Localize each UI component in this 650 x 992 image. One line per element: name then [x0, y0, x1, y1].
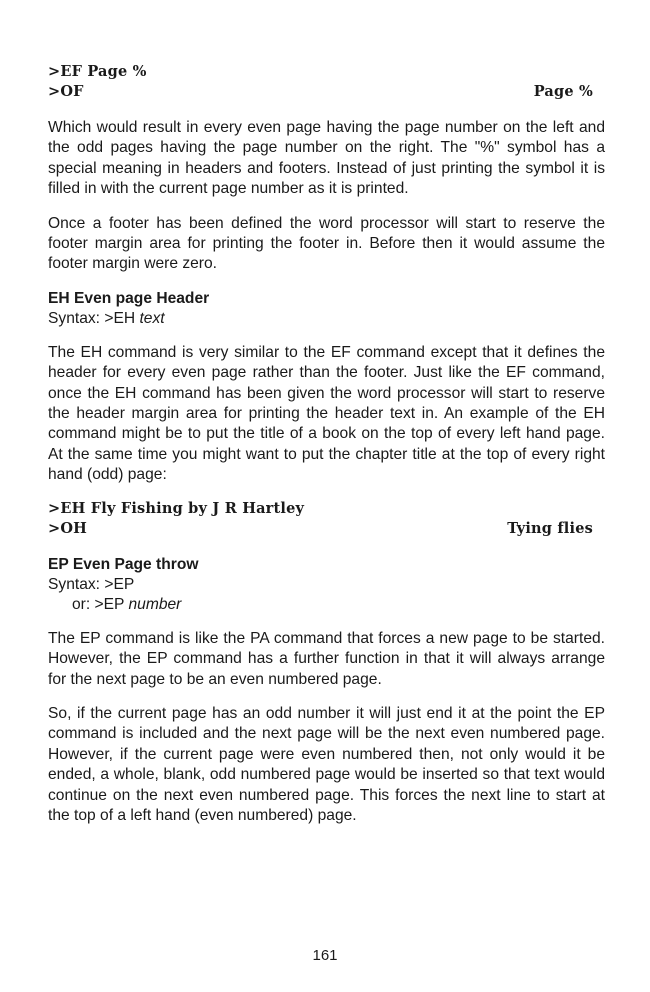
- syntax-ep-alt-arg: number: [128, 595, 182, 613]
- syntax-ep: Syntax: >EP: [48, 575, 135, 593]
- paragraph-ep-description: The EP command is like the PA command that forces a new page to be started. However, the EP command has a further function in that it will always arrange for the next page to be an even numbered page.: [48, 629, 605, 688]
- syntax-ep-alt-prefix: or: >EP: [72, 595, 129, 613]
- code-example-eh-line: [48, 499, 605, 519]
- syntax-eh-arg: text: [139, 309, 165, 327]
- section-heading-eh: EH Even page Header: [48, 289, 210, 307]
- paragraph-eh-description: The EH command is very similar to the EF command except that it defines the header for every even page rather than the footer. Just like the EF command, once the EH command has been given the word processor will start to reserve the header margin area for printing the header text in. An example of the EH command might be to put the title of a book on the top of every left hand page. At the same time you might want to put the chapter title at the top of every right hand (odd) page:: [48, 343, 605, 484]
- code-ef-text: >EF Page %: [48, 63, 147, 80]
- code-oh-command: >OH: [48, 519, 88, 537]
- syntax-eh-prefix: Syntax: >EH: [48, 309, 140, 327]
- syntax-ep-alternate: [48, 595, 605, 615]
- code-of-command: >OF: [48, 83, 84, 100]
- paragraph-footer-margin: Once a footer has been defined the word processor will start to reserve the footer margin area for printing the footer in. Before then it would assume the footer margin were zero.: [48, 214, 605, 273]
- paragraph-ep-odd-even: So, if the current page has an odd number it will just end it at the point the EP command is included and the next page will be the next even numbered page. However, if the current page were even numbered then, not only would it be ended, a whole, blank, odd numbered page would be inserted so that text would continue on the next even numbered page. This forces the next line to start at the top of a left hand (even numbered) page.: [48, 704, 605, 824]
- paragraph-page-number-explanation: Which would result in every even page having the page number on the left and the odd pages having the page number on the right. The "%" symbol has a special meaning in headers and footers. Instead of just printing the symbol it is filled in with the current page number as it is printed.: [48, 119, 605, 198]
- code-oh-text: Tying flies: [507, 519, 593, 537]
- code-example-oh-line: [48, 519, 605, 539]
- code-example-ef-line: [48, 62, 605, 82]
- section-heading-ep: EP Even Page throw: [48, 555, 199, 573]
- code-of-text: Page %: [533, 83, 593, 100]
- code-example-of-line: [48, 82, 605, 102]
- code-eh-text: >EH Fly Fishing by J R Hartley: [48, 499, 305, 517]
- page-number: 161: [312, 947, 338, 964]
- page-content: [48, 62, 605, 826]
- syntax-eh: [48, 309, 605, 329]
